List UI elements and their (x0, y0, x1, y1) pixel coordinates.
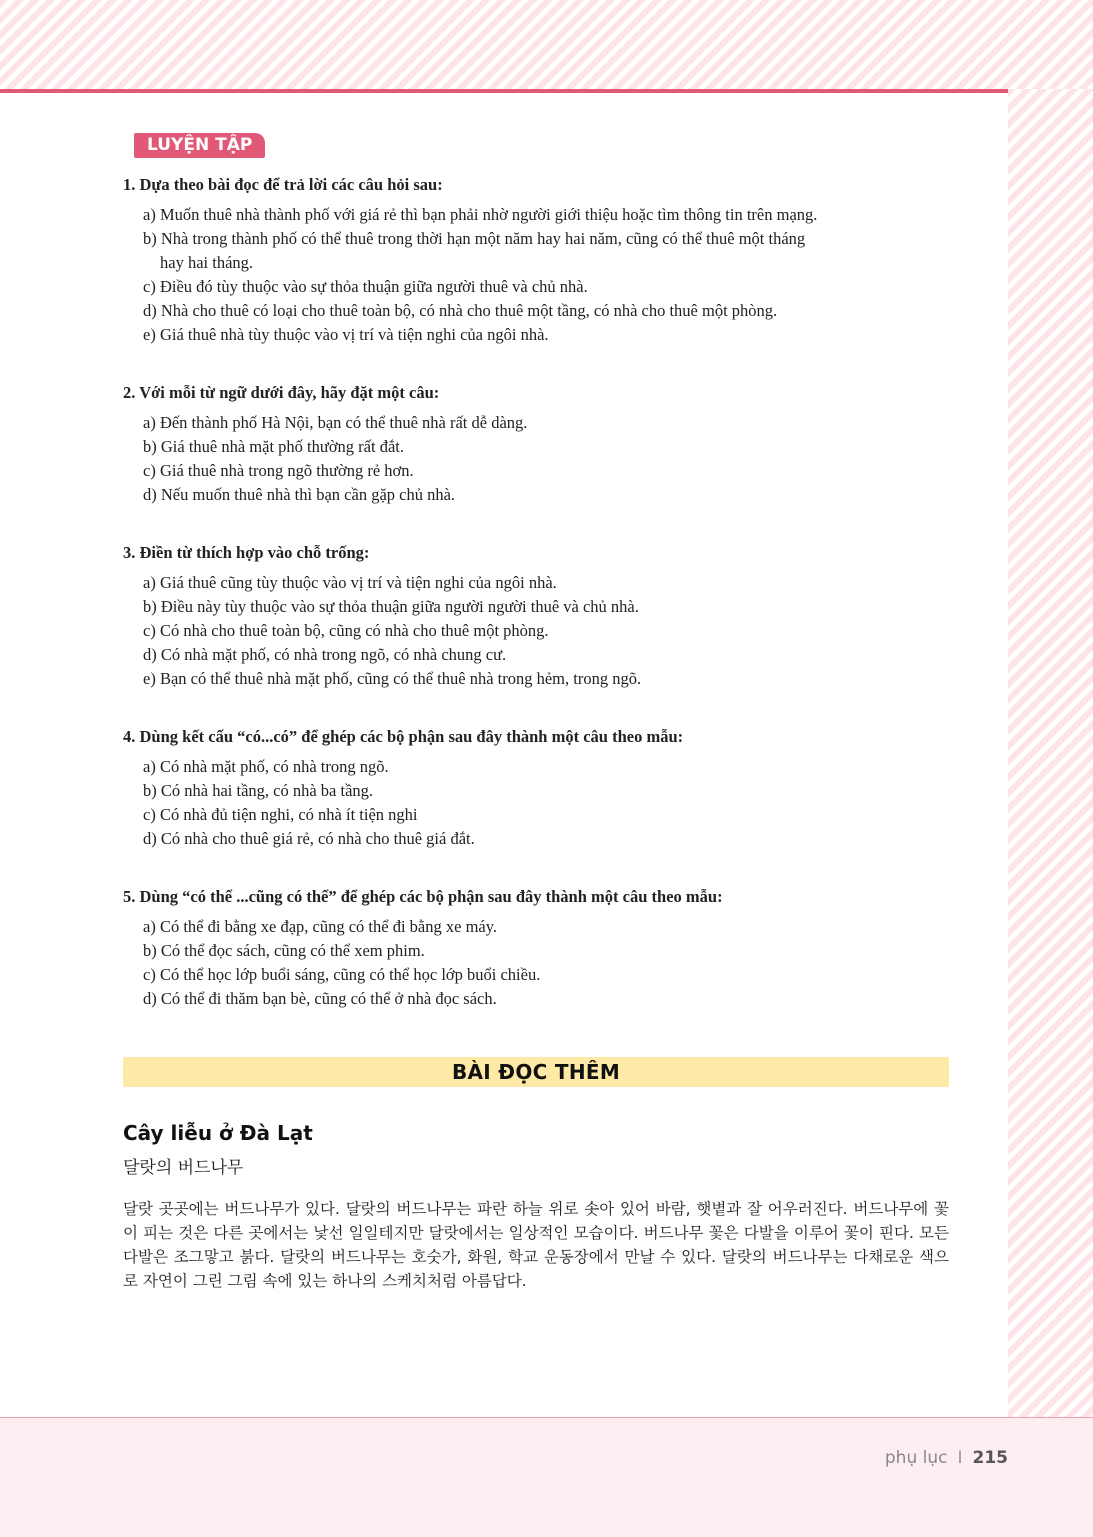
reading-title: Cây liễu ở Đà Lạt (123, 1121, 313, 1145)
decorative-stripes-right (1008, 89, 1093, 1417)
list-item: b) Giá thuê nhà mặt phố thường rất đắt. (143, 437, 404, 456)
list-item: b) Có thể đọc sách, cũng có thể xem phim. (143, 941, 425, 960)
reading-subtitle: 달랏의 버드나무 (123, 1158, 244, 1178)
decorative-stripes-top (0, 0, 1093, 89)
exercise-title: 4. Dùng kết cấu “có...có” để ghép các bộ phận sau đây thành một câu theo mẫu: (123, 727, 684, 746)
page-content (123, 133, 949, 1293)
list-item: b) Điều này tùy thuộc vào sự thỏa thuận giữa người người thuê và chủ nhà. (143, 597, 639, 616)
reading-body: 달랏 곳곳에는 버드나무가 있다. 달랏의 버드나무는 파란 하늘 위로 솟아 있어 바람, 햇볕과 잘 어우러진다. 버드나무에 꽃이 피는 것은 다른 곳에서는 낯선 일일테지만 달랏에서는 일상적인 모습이다. 버드나무 꽃은 다발을 이루어 꽃이 핀다. 모든 다발은 조그맣고 붉다. 달랏의 버드나무는 호숫가, 화원, 학교 운동장에서 만날 수 있다. 달랏의 버드나무는 다채로운 색으로 자연이 그린 그림 속에 있는 하나의 스케치처럼 아름답다. (123, 1200, 949, 1290)
list-item: d) Nếu muốn thuê nhà thì bạn cần gặp chủ nhà. (143, 485, 456, 504)
list-item: e) Giá thuê nhà tùy thuộc vào vị trí và tiện nghi của ngôi nhà. (143, 325, 549, 344)
list-item: a) Muốn thuê nhà thành phố với giá rẻ thì bạn phải nhờ người giới thiệu hoặc tìm thông tin trên mạng. (143, 205, 818, 224)
footer-separator: I (957, 1448, 963, 1468)
exercise-2 (123, 381, 949, 507)
exercise-1 (123, 173, 949, 347)
list-item: e) Bạn có thể thuê nhà mặt phố, cũng có thể thuê nhà trong hẻm, trong ngõ. (143, 669, 642, 688)
list-item: c) Có nhà cho thuê toàn bộ, cũng có nhà cho thuê một phòng. (143, 621, 549, 640)
header-rule (0, 89, 1008, 93)
exercise-title: 3. Điền từ thích hợp vào chỗ trống: (123, 543, 370, 562)
list-item: d) Có nhà mặt phố, có nhà trong ngõ, có nhà chung cư. (143, 645, 507, 664)
list-item-continuation: hay hai tháng. (160, 253, 254, 272)
exercise-title: 2. Với mỗi từ ngữ dưới đây, hãy đặt một câu: (123, 383, 440, 402)
list-item (143, 227, 949, 275)
list-item: d) Có thể đi thăm bạn bè, cũng có thể ở nhà đọc sách. (143, 989, 497, 1008)
practice-badge: LUYỆN TẬP (134, 133, 265, 158)
list-item: c) Điều đó tùy thuộc vào sự thỏa thuận giữa người thuê và chủ nhà. (143, 277, 588, 296)
section-heading: BÀI ĐỌC THÊM (123, 1057, 949, 1087)
page-number: 215 (972, 1448, 1008, 1468)
list-item-text: b) Nhà trong thành phố có thể thuê trong thời hạn một năm hay hai năm, cũng có thể thuê một tháng (143, 229, 806, 248)
list-item: a) Có nhà mặt phố, có nhà trong ngõ. (143, 757, 389, 776)
list-item: a) Giá thuê cũng tùy thuộc vào vị trí và tiện nghi của ngôi nhà. (143, 573, 557, 592)
page-footer (885, 1445, 1008, 1471)
exercise-title: 1. Dựa theo bài đọc để trả lời các câu hỏi sau: (123, 175, 443, 194)
list-item: b) Có nhà hai tầng, có nhà ba tầng. (143, 781, 374, 800)
list-item: a) Có thể đi bằng xe đạp, cũng có thể đi bằng xe máy. (143, 917, 498, 936)
list-item: c) Giá thuê nhà trong ngõ thường rẻ hơn. (143, 461, 414, 480)
footer-label: phụ lục (884, 1448, 948, 1468)
exercise-5 (123, 885, 949, 1011)
exercise-4 (123, 725, 949, 851)
list-item: d) Nhà cho thuê có loại cho thuê toàn bộ, có nhà cho thuê một tầng, có nhà cho thuê một phòng. (143, 301, 778, 320)
exercise-title: 5. Dùng “có thể ...cũng có thể” để ghép các bộ phận sau đây thành một câu theo mẫu: (123, 887, 723, 906)
list-item: c) Có nhà đủ tiện nghi, có nhà ít tiện nghi (143, 805, 418, 824)
footer-band (0, 1417, 1093, 1537)
exercise-3 (123, 541, 949, 691)
list-item: d) Có nhà cho thuê giá rẻ, có nhà cho thuê giá đắt. (143, 829, 475, 848)
list-item: a) Đến thành phố Hà Nội, bạn có thể thuê nhà rất dễ dàng. (143, 413, 528, 432)
list-item: c) Có thể học lớp buổi sáng, cũng có thể học lớp buổi chiều. (143, 965, 541, 984)
